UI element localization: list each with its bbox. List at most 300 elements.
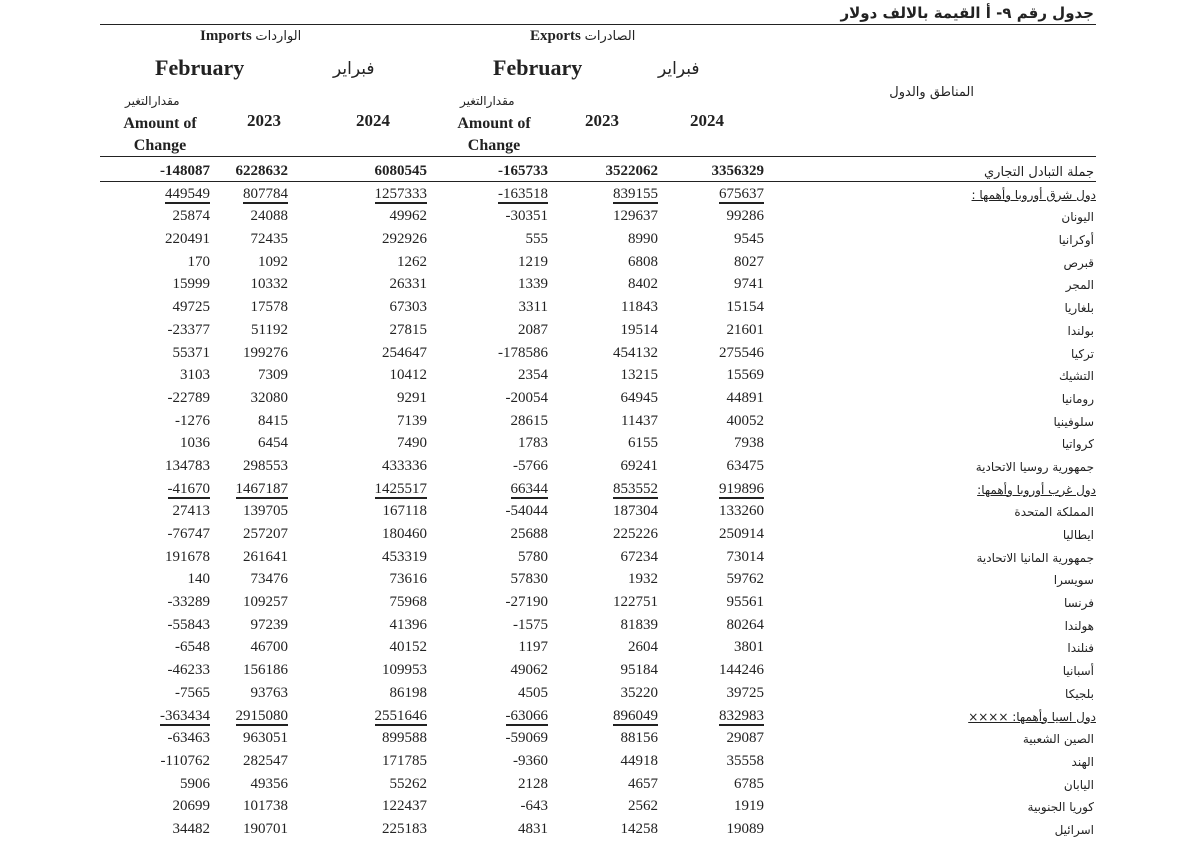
exports-change-cell [438,776,548,793]
imports-2023-cell [178,571,288,588]
exports-change-cell-value: 25688 [510,526,548,542]
row-label: دول غرب أوروبا وأهمها: [977,482,1096,497]
exports-2024-cell-value: 133260 [719,503,764,520]
imports-2023-cell-value: 8415 [258,412,288,429]
exports-2024-cell [654,753,764,770]
exports-month-en: February [493,55,583,80]
exports-2023-cell-value: 35220 [620,684,658,701]
imports-2023-cell-value: 24088 [250,208,288,225]
table-row [0,660,1196,683]
imports-2023-cell [178,776,288,793]
exports-change-cell [438,503,548,520]
exports-2024-cell [654,208,764,225]
imports-2024-cell [317,367,427,384]
exports-2024-cell-value: 9545 [734,231,764,248]
row-label: أوكرانيا [1058,233,1094,248]
imports-2023-cell [178,617,288,634]
row-label: جملة التبادل التجاري [983,165,1094,180]
imports-2023-cell-value: 109257 [243,594,288,611]
imports-2024-cell-value: 171785 [382,752,427,769]
imports-2023-cell-value: 10332 [250,276,288,293]
exports-change-cell-value: -63066 [505,707,548,724]
row-label: قبرص [1063,255,1094,270]
exports-change-cell [438,821,548,838]
exports-change-cell-value: 2087 [518,321,548,338]
row-label: أسبانيا [1062,664,1094,679]
header-rule [100,156,1096,157]
imports-2023-cell-value: 257207 [243,526,288,542]
exports-2023-cell [548,254,658,271]
exports-2024-cell [654,549,764,566]
row-label: الصين الشعبية [1022,732,1094,747]
exports-2023-cell [548,231,658,248]
exports-change-cell [438,526,548,543]
exports-2023-cell-value: 454132 [613,344,658,361]
exports-2023-cell-value: 8402 [628,276,658,293]
exports-2023-cell-value: 2562 [628,798,658,815]
imports-month-ar: فبراير [333,59,375,79]
exports-2023-cell-value: 14258 [620,820,658,837]
exports-2023-cell-value: 95184 [620,662,658,679]
exports-2024-cell [654,435,764,452]
exports-change-cell-value: -30351 [505,208,548,225]
imports-change-cell-value: 191678 [165,548,210,565]
exports-year-2023: 2023 [585,111,619,130]
imports-change-cell-value: -1276 [175,412,210,429]
exports-change-cell [438,435,548,452]
imports-2023-cell [178,254,288,271]
imports-2023-cell [178,730,288,747]
exports-2024-cell-value: 95561 [726,594,764,611]
exports-2023-cell-value: 11437 [621,412,658,429]
exports-change-cell [438,413,548,430]
table-row [0,501,1196,524]
regions-header: المناطق والدول [889,85,974,100]
exports-change-cell-value: 4831 [518,820,548,837]
exports-2023-cell-value: 44918 [620,752,658,769]
exports-change-cell [438,322,548,339]
exports-change-cell-value: -9360 [513,752,548,769]
imports-2024-cell-value: 109953 [382,662,427,679]
exports-2023-cell [548,435,658,452]
exports-2024-cell-value: 19089 [726,820,764,837]
exports-2024-cell-value: 144246 [719,662,764,679]
imports-2023-cell-value: 1092 [258,253,288,270]
exports-change-cell-value: 1783 [518,435,548,452]
exports-2024-cell [654,776,764,793]
imports-2024-cell-value: 433336 [382,457,427,474]
exports-2024-cell [654,503,764,520]
imports-2023-cell [178,481,288,498]
table-row [0,433,1196,456]
imports-2023-cell [178,594,288,611]
exports-2023-cell [548,186,658,203]
exports-2024-cell-value: 44891 [726,389,764,406]
exports-2024-cell-value: 21601 [726,321,764,338]
exports-change-cell [438,617,548,634]
imports-2023-cell [178,435,288,452]
exports-change-cell [438,458,548,475]
exports-2024-cell [654,276,764,293]
imports-change-cell-value: 55371 [172,344,210,361]
imports-2024-cell [317,254,427,271]
exports-change-cell-value: 4505 [518,684,548,701]
imports-2023-cell-value: 199276 [243,344,288,361]
exports-2023-cell-value: 69241 [620,457,658,474]
row-label: اليونان [1061,210,1094,225]
imports-2024-cell-value: 292926 [382,231,427,248]
exports-change-cell [438,390,548,407]
imports-2024-cell [317,685,427,702]
exports-2023-cell [548,276,658,293]
exports-2024-cell-value: 832983 [719,707,764,724]
exports-2024-cell [654,685,764,702]
imports-2023-cell [178,390,288,407]
imports-2024-cell-value: 167118 [382,503,427,520]
imports-2023-cell-value: 6454 [258,435,288,452]
imports-2023-cell [178,549,288,566]
imports-ar-label: الواردات [255,29,302,44]
row-label: سويسرا [1053,573,1094,588]
table-row [0,592,1196,615]
table-row [0,774,1196,797]
exports-change-cell [438,571,548,588]
exports-change-cell [438,549,548,566]
table-body [0,161,1196,842]
imports-2023-cell-value: 97239 [250,616,288,633]
imports-2024-cell [317,708,427,725]
imports-2023-cell-value: 93763 [250,684,288,701]
exports-2023-cell-value: 11843 [621,299,658,316]
row-label: تركيا [1071,346,1094,361]
imports-2023-cell [178,163,288,180]
table-row [0,819,1196,842]
exports-year-2024: 2024 [690,111,724,130]
imports-change-cell-value: -23377 [167,321,210,338]
imports-change-cell-value: 5906 [180,775,210,792]
group-row [0,184,1196,207]
imports-2024-cell [317,571,427,588]
imports-2024-cell-value: 254647 [382,344,427,361]
table-row [0,388,1196,411]
exports-change-cell [438,208,548,225]
exports-2023-cell [548,367,658,384]
imports-2023-cell-value: 46700 [250,639,288,656]
exports-2023-cell [548,685,658,702]
imports-change-cell-value: 134783 [165,457,210,474]
imports-2024-cell-value: 6080545 [374,163,427,179]
imports-change-cell-value: -76747 [167,526,210,542]
imports-change-cell-value: 15999 [172,276,210,293]
imports-2023-cell-value: 51192 [251,321,288,338]
imports-change-cell-value: -7565 [175,684,210,701]
exports-change-cell [438,798,548,815]
imports-2023-cell-value: 1467187 [235,480,288,497]
table-row [0,206,1196,229]
row-label: فرنسا [1063,596,1094,611]
imports-2024-cell [317,322,427,339]
imports-2024-cell-value: 40152 [389,639,427,656]
imports-change-cell-value: 3103 [180,367,210,384]
exports-2023-cell-value: 19514 [620,321,658,338]
imports-2023-cell [178,322,288,339]
imports-2024-cell-value: 27815 [389,321,427,338]
exports-2023-cell-value: 225226 [613,526,658,542]
imports-year-2024: 2024 [356,111,390,130]
imports-change-cell-value: -148087 [160,163,210,179]
row-label: الهند [1071,754,1094,769]
imports-change-cell-value: 49725 [172,299,210,316]
imports-2024-cell-value: 26331 [389,276,427,293]
exports-2024-cell [654,367,764,384]
exports-2024-cell-value: 39725 [726,684,764,701]
exports-2024-cell [654,798,764,815]
exports-2024-cell [654,322,764,339]
exports-2023-cell-value: 13215 [620,367,658,384]
imports-2024-cell-value: 41396 [389,616,427,633]
exports-2023-cell [548,549,658,566]
imports-change-cell-value: -63463 [167,730,210,747]
imports-2024-cell-value: 2551646 [374,707,427,724]
exports-2024-cell [654,639,764,656]
imports-2024-cell [317,435,427,452]
imports-2024-cell-value: 49962 [389,208,427,225]
exports-2024-cell [654,186,764,203]
row-label: كرواتيا [1061,437,1094,452]
exports-2024-cell-value: 675637 [719,185,764,202]
exports-change-cell-value: -165733 [498,163,548,179]
exports-2023-cell [548,730,658,747]
total-row [0,161,1196,184]
row-label: رومانيا [1061,391,1094,406]
imports-2024-cell [317,821,427,838]
table-row [0,343,1196,366]
imports-2024-cell-value: 180460 [382,526,427,542]
group-row [0,479,1196,502]
imports-2023-cell-value: 261641 [243,548,288,565]
exports-2024-cell [654,594,764,611]
table-row [0,728,1196,751]
imports-change-en: Amount of Change [123,115,197,154]
exports-2023-cell-value: 129637 [613,208,658,225]
imports-2023-cell [178,503,288,520]
imports-2023-cell [178,685,288,702]
imports-2024-cell-value: 1257333 [374,185,427,202]
row-label: اسرائيل [1054,822,1094,837]
imports-change-cell-value: -33289 [167,594,210,611]
imports-2023-cell [178,821,288,838]
exports-2023-cell [548,503,658,520]
table-row [0,683,1196,706]
imports-2024-cell [317,753,427,770]
exports-2024-cell-value: 6785 [734,775,764,792]
imports-2023-cell-value: 7309 [258,367,288,384]
imports-change-cell-value: 140 [187,571,210,588]
imports-change-cell-value: 20699 [172,798,210,815]
exports-change-cell-value: -5766 [513,457,548,474]
exports-change-cell [438,685,548,702]
exports-2023-cell [548,322,658,339]
exports-change-cell [438,231,548,248]
page-title: جدول رقم ٩- أ القيمة بالالف دولار [840,4,1094,22]
exports-2024-cell [654,163,764,180]
exports-2024-cell [654,662,764,679]
table-row [0,252,1196,275]
exports-2023-cell [548,299,658,316]
exports-2024-cell [654,617,764,634]
imports-2024-cell [317,481,427,498]
imports-2024-cell [317,299,427,316]
exports-2023-cell-value: 122751 [613,594,658,611]
exports-header [530,28,635,45]
exports-change-cell [438,708,548,725]
exports-change-cell-value: -20054 [505,389,548,406]
table-row [0,751,1196,774]
imports-change-cell-value: 449549 [165,185,210,202]
row-label: هولندا [1064,618,1094,633]
table-row [0,365,1196,388]
imports-2023-cell-value: 807784 [243,185,288,202]
exports-change-cell-value: 2354 [518,367,548,384]
imports-2023-cell-value: 139705 [243,503,288,520]
exports-2023-cell [548,753,658,770]
imports-change-ar: مقدارالتغير [125,94,180,108]
imports-2024-cell-value: 10412 [389,367,427,384]
imports-2024-cell-value: 7139 [397,412,427,429]
imports-2024-cell [317,208,427,225]
exports-2023-cell [548,163,658,180]
imports-2023-cell [178,186,288,203]
imports-2024-cell-value: 7490 [397,435,427,452]
exports-2024-cell [654,481,764,498]
exports-2024-cell [654,821,764,838]
exports-2024-cell [654,254,764,271]
exports-change-cell-value: -643 [520,798,548,815]
exports-change-cell [438,299,548,316]
exports-2023-cell-value: 6155 [628,435,658,452]
imports-2023-cell-value: 963051 [243,730,288,747]
exports-2024-cell-value: 3801 [734,639,764,656]
exports-2023-cell [548,390,658,407]
exports-2023-cell [548,413,658,430]
exports-change-cell-value: -59069 [505,730,548,747]
imports-2024-cell [317,390,427,407]
imports-change-cell-value: 170 [187,253,210,270]
imports-change-cell-value: -110762 [160,752,210,769]
exports-2024-cell-value: 275546 [719,344,764,361]
imports-change-cell-value: 34482 [172,820,210,837]
exports-change-cell-value: 5780 [518,548,548,565]
exports-change-cell [438,730,548,747]
table-row [0,456,1196,479]
exports-change-cell [438,639,548,656]
exports-change-cell-value: 555 [525,231,548,248]
table-row [0,569,1196,592]
row-label: التشيك [1058,369,1094,384]
imports-2024-cell [317,776,427,793]
exports-2024-cell-value: 35558 [726,752,764,769]
exports-2023-cell-value: 6808 [628,253,658,270]
imports-2023-cell-value: 156186 [243,662,288,679]
row-label: بلغاريا [1064,301,1094,316]
row-label: دول شرق أوروبا وأهمها : [971,187,1096,202]
imports-2024-cell [317,413,427,430]
exports-2023-cell [548,526,658,543]
imports-change-cell-value: -41670 [167,480,210,497]
exports-2024-cell [654,526,764,543]
imports-2023-cell-value: 6228632 [235,163,288,179]
exports-2024-cell-value: 73014 [726,548,764,565]
table-row [0,297,1196,320]
exports-2023-cell-value: 4657 [628,775,658,792]
exports-change-cell-value: -163518 [498,185,548,202]
imports-2024-cell [317,458,427,475]
exports-2023-cell-value: 896049 [613,707,658,724]
exports-change-cell-value: 28615 [510,412,548,429]
imports-change-cell-value: -363434 [160,707,210,724]
exports-change-cell-value: 1219 [518,253,548,270]
exports-2023-cell [548,639,658,656]
exports-change-cell [438,594,548,611]
imports-2023-cell [178,798,288,815]
imports-2023-cell-value: 72435 [250,231,288,248]
exports-2023-cell [548,345,658,362]
exports-en-label: Exports [530,28,581,44]
imports-2023-cell-value: 17578 [250,299,288,316]
exports-change-cell-value: 3311 [518,299,548,316]
exports-change-cell [438,753,548,770]
exports-change-cell-value: -1575 [513,616,548,633]
row-label: جمهورية روسيا الاتحادية [975,459,1094,474]
row-label: بولندا [1067,323,1094,338]
row-label: بلجيكا [1065,686,1094,701]
imports-2024-cell [317,345,427,362]
imports-2023-cell [178,662,288,679]
imports-2023-cell [178,639,288,656]
exports-2024-cell [654,345,764,362]
imports-change-cell-value: 1036 [180,435,210,452]
exports-month-ar: فبراير [658,59,700,79]
imports-2023-cell [178,526,288,543]
exports-2024-cell-value: 919896 [719,480,764,497]
exports-2024-cell-value: 40052 [726,412,764,429]
exports-2024-cell-value: 29087 [726,730,764,747]
exports-change-cell [438,276,548,293]
exports-2024-cell-value: 1919 [734,798,764,815]
imports-2023-cell [178,208,288,225]
exports-2023-cell [548,776,658,793]
imports-change-cell-value: -55843 [167,616,210,633]
imports-2024-cell-value: 75968 [389,594,427,611]
row-label: المملكة المتحدة [1014,505,1094,520]
exports-2024-cell-value: 63475 [726,457,764,474]
exports-2023-cell-value: 187304 [613,503,658,520]
exports-2024-cell [654,730,764,747]
exports-2024-cell-value: 8027 [734,253,764,270]
imports-2024-cell-value: 55262 [389,775,427,792]
exports-change-cell-value: -54044 [505,503,548,520]
exports-change-cell [438,367,548,384]
imports-2024-cell-value: 225183 [382,820,427,837]
imports-2024-cell [317,163,427,180]
exports-2023-cell [548,571,658,588]
exports-2023-cell-value: 81839 [620,616,658,633]
imports-2024-cell-value: 67303 [389,299,427,316]
imports-2024-cell-value: 86198 [389,684,427,701]
imports-2024-cell [317,730,427,747]
exports-2023-cell [548,662,658,679]
exports-2023-cell-value: 88156 [620,730,658,747]
